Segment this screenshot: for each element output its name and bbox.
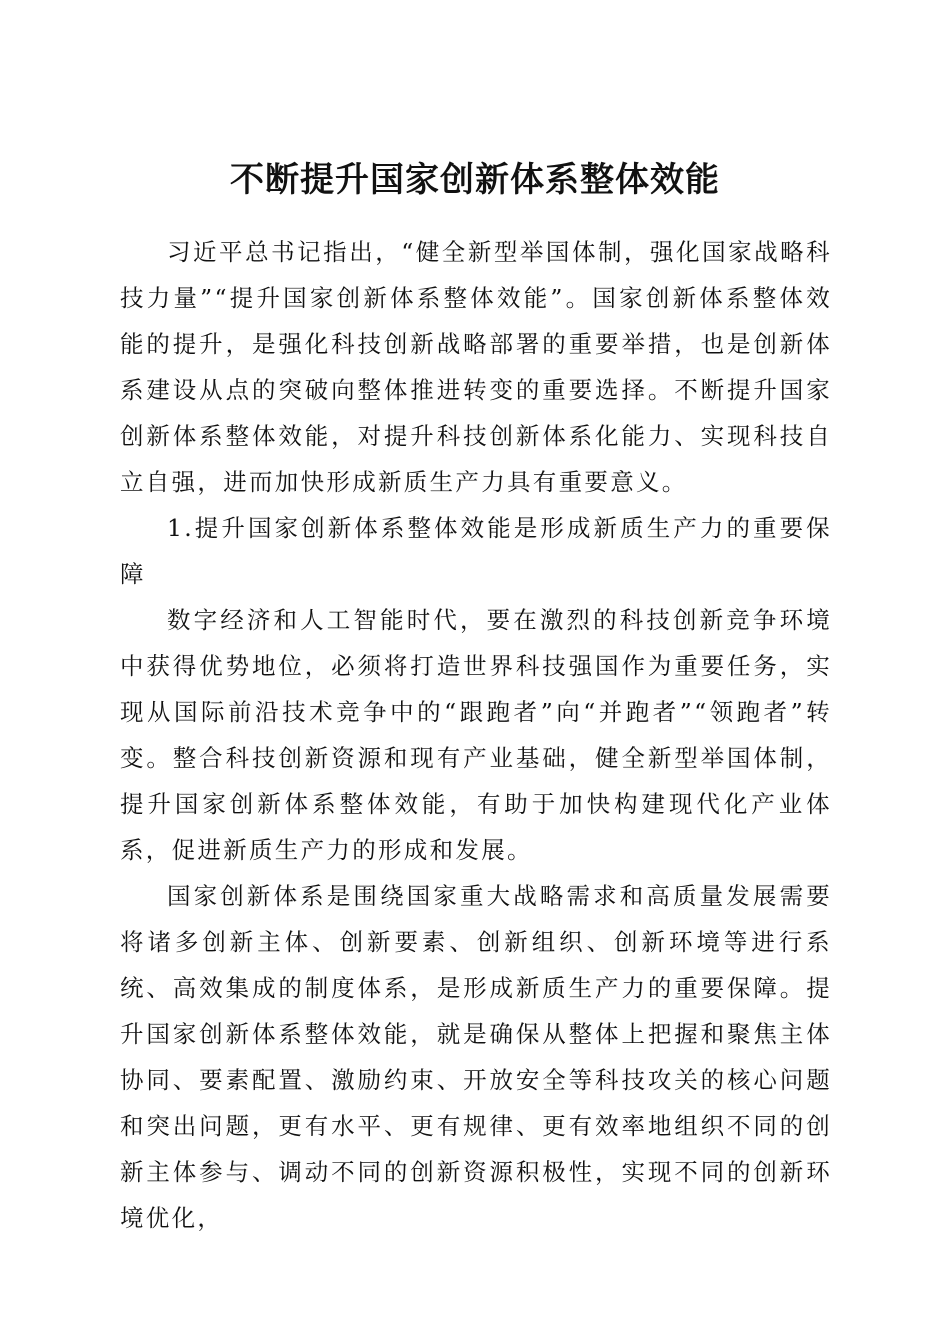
document-title: 不断提升国家创新体系整体效能 xyxy=(230,159,720,200)
paragraph-3: 国家创新体系是围绕国家重大战略需求和高质量发展需要将诸多创新主体、创新要素、创新组织、创新环境等进行系统、高效集成的制度体系，是形成新质生产力的重要保障。提升国家创新体系整体效能，就是确保从整体上把握和聚焦主体协同、要素配置、激励约束、开放安全等科技攻关的核心问题和突出问题，更有水平、更有规律、更有效率地组织不同的创新主体参与、调动不同的创新资源积极性，实现不同的创新环境优化， xyxy=(120,882,832,1232)
document-body xyxy=(120,229,832,1241)
section-heading-1: 1.提升国家创新体系整体效能是形成新质生产力的重要保障 xyxy=(120,514,832,588)
paragraph-intro: 习近平总书记指出，“健全新型举国体制，强化国家战略科技力量”“提升国家创新体系整体效能”。国家创新体系整体效能的提升，是强化科技创新战略部署的重要举措，也是创新体系建设从点的突破向整体推进转变的重要选择。不断提升国家创新体系整体效能，对提升科技创新体系化能力、实现科技自立自强，进而加快形成新质生产力具有重要意义。 xyxy=(120,238,832,496)
paragraph-2: 数字经济和人工智能时代，要在激烈的科技创新竞争环境中获得优势地位，必须将打造世界科技强国作为重要任务，实现从国际前沿技术竞争中的“跟跑者”向“并跑者”“领跑者”转变。整合科技创新资源和现有产业基础，健全新型举国体制，提升国家创新体系整体效能，有助于加快构建现代化产业体系，促进新质生产力的形成和发展。 xyxy=(120,606,832,864)
